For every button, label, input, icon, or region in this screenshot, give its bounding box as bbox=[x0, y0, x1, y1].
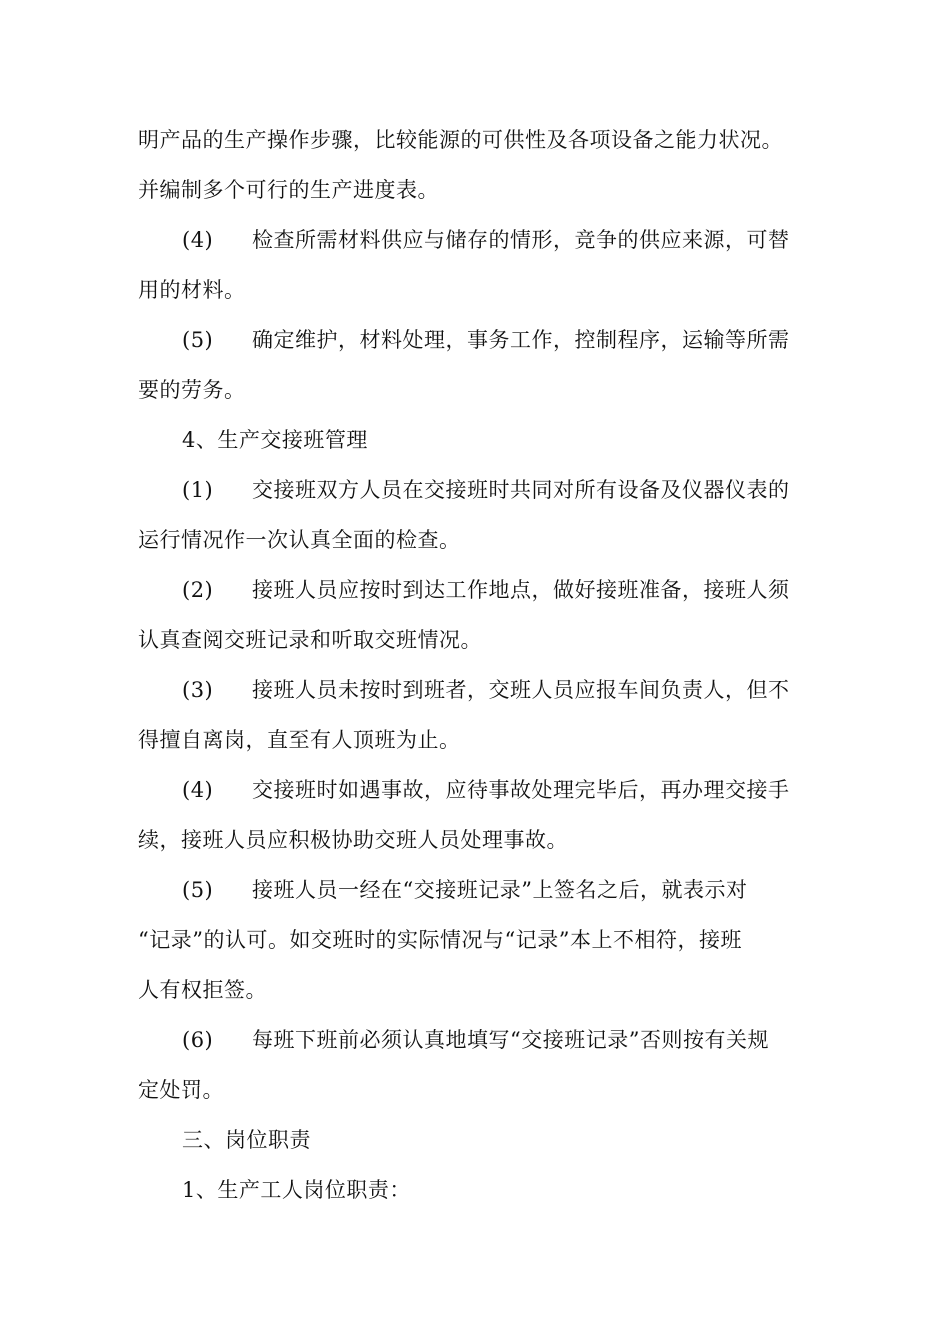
list-item-line bbox=[138, 565, 818, 615]
list-number: (3) bbox=[182, 678, 214, 702]
section-heading bbox=[138, 415, 818, 465]
line-text: 用的材料。 bbox=[138, 278, 246, 302]
line-text: “记录”的认可。如交班时的实际情况与“记录”本上不相符，接班 bbox=[138, 928, 742, 952]
line-text: 接班人员未按时到班者，交班人员应报车间负责人，但不 bbox=[252, 678, 790, 702]
line-text: 接班人员应按时到达工作地点，做好接班准备，接班人须 bbox=[252, 578, 790, 602]
line-text: 得擅自离岗，直至有人顶班为止。 bbox=[138, 728, 461, 752]
paragraph-line bbox=[138, 365, 818, 415]
section-heading bbox=[138, 1115, 818, 1165]
paragraph-line bbox=[138, 1065, 818, 1115]
list-item-line bbox=[138, 215, 818, 265]
line-text: 续，接班人员应积极协助交班人员处理事故。 bbox=[138, 828, 568, 852]
list-item-line bbox=[138, 465, 818, 515]
paragraph-line bbox=[138, 715, 818, 765]
heading-text: 1、生产工人岗位职责： bbox=[182, 1178, 411, 1202]
list-item-line bbox=[138, 315, 818, 365]
paragraph-line bbox=[138, 815, 818, 865]
line-text: 每班下班前必须认真地填写“交接班记录”否则按有关规 bbox=[252, 1028, 769, 1052]
list-number: (6) bbox=[182, 1028, 214, 1052]
heading-text: 三、岗位职责 bbox=[182, 1128, 311, 1152]
list-number: (5) bbox=[182, 328, 214, 352]
line-text: 交接班时如遇事故，应待事故处理完毕后，再办理交接手 bbox=[252, 778, 790, 802]
line-text: 检查所需材料供应与储存的情形，竞争的供应来源，可替 bbox=[252, 228, 790, 252]
paragraph-line bbox=[138, 515, 818, 565]
paragraph-line bbox=[138, 615, 818, 665]
paragraph-line bbox=[138, 265, 818, 315]
heading-text: 4、生产交接班管理 bbox=[182, 428, 368, 452]
paragraph-line bbox=[138, 965, 818, 1015]
line-text: 人有权拒签。 bbox=[138, 978, 267, 1002]
line-text: 确定维护，材料处理，事务工作，控制程序，运输等所需 bbox=[252, 328, 790, 352]
list-number: (5) bbox=[182, 878, 214, 902]
line-text: 认真查阅交班记录和听取交班情况。 bbox=[138, 628, 482, 652]
document-body bbox=[138, 115, 818, 1215]
line-text: 定处罚。 bbox=[138, 1078, 224, 1102]
line-text: 并编制多个可行的生产进度表。 bbox=[138, 178, 439, 202]
line-text: 要的劳务。 bbox=[138, 378, 246, 402]
list-item-line bbox=[138, 665, 818, 715]
list-item-line bbox=[138, 765, 818, 815]
line-text: 交接班双方人员在交接班时共同对所有设备及仪器仪表的 bbox=[252, 478, 790, 502]
line-text: 接班人员一经在“交接班记录”上签名之后，就表示对 bbox=[252, 878, 748, 902]
list-number: (4) bbox=[182, 778, 214, 802]
list-item-line bbox=[138, 865, 818, 915]
list-number: (2) bbox=[182, 578, 214, 602]
paragraph-line bbox=[138, 115, 818, 165]
paragraph-line bbox=[138, 915, 818, 965]
line-text: 明产品的生产操作步骤，比较能源的可供性及各项设备之能力状况。 bbox=[138, 128, 783, 152]
list-number: (4) bbox=[182, 228, 214, 252]
list-number: (1) bbox=[182, 478, 214, 502]
subsection-heading bbox=[138, 1165, 818, 1215]
paragraph-line bbox=[138, 165, 818, 215]
line-text: 运行情况作一次认真全面的检查。 bbox=[138, 528, 461, 552]
list-item-line bbox=[138, 1015, 818, 1065]
